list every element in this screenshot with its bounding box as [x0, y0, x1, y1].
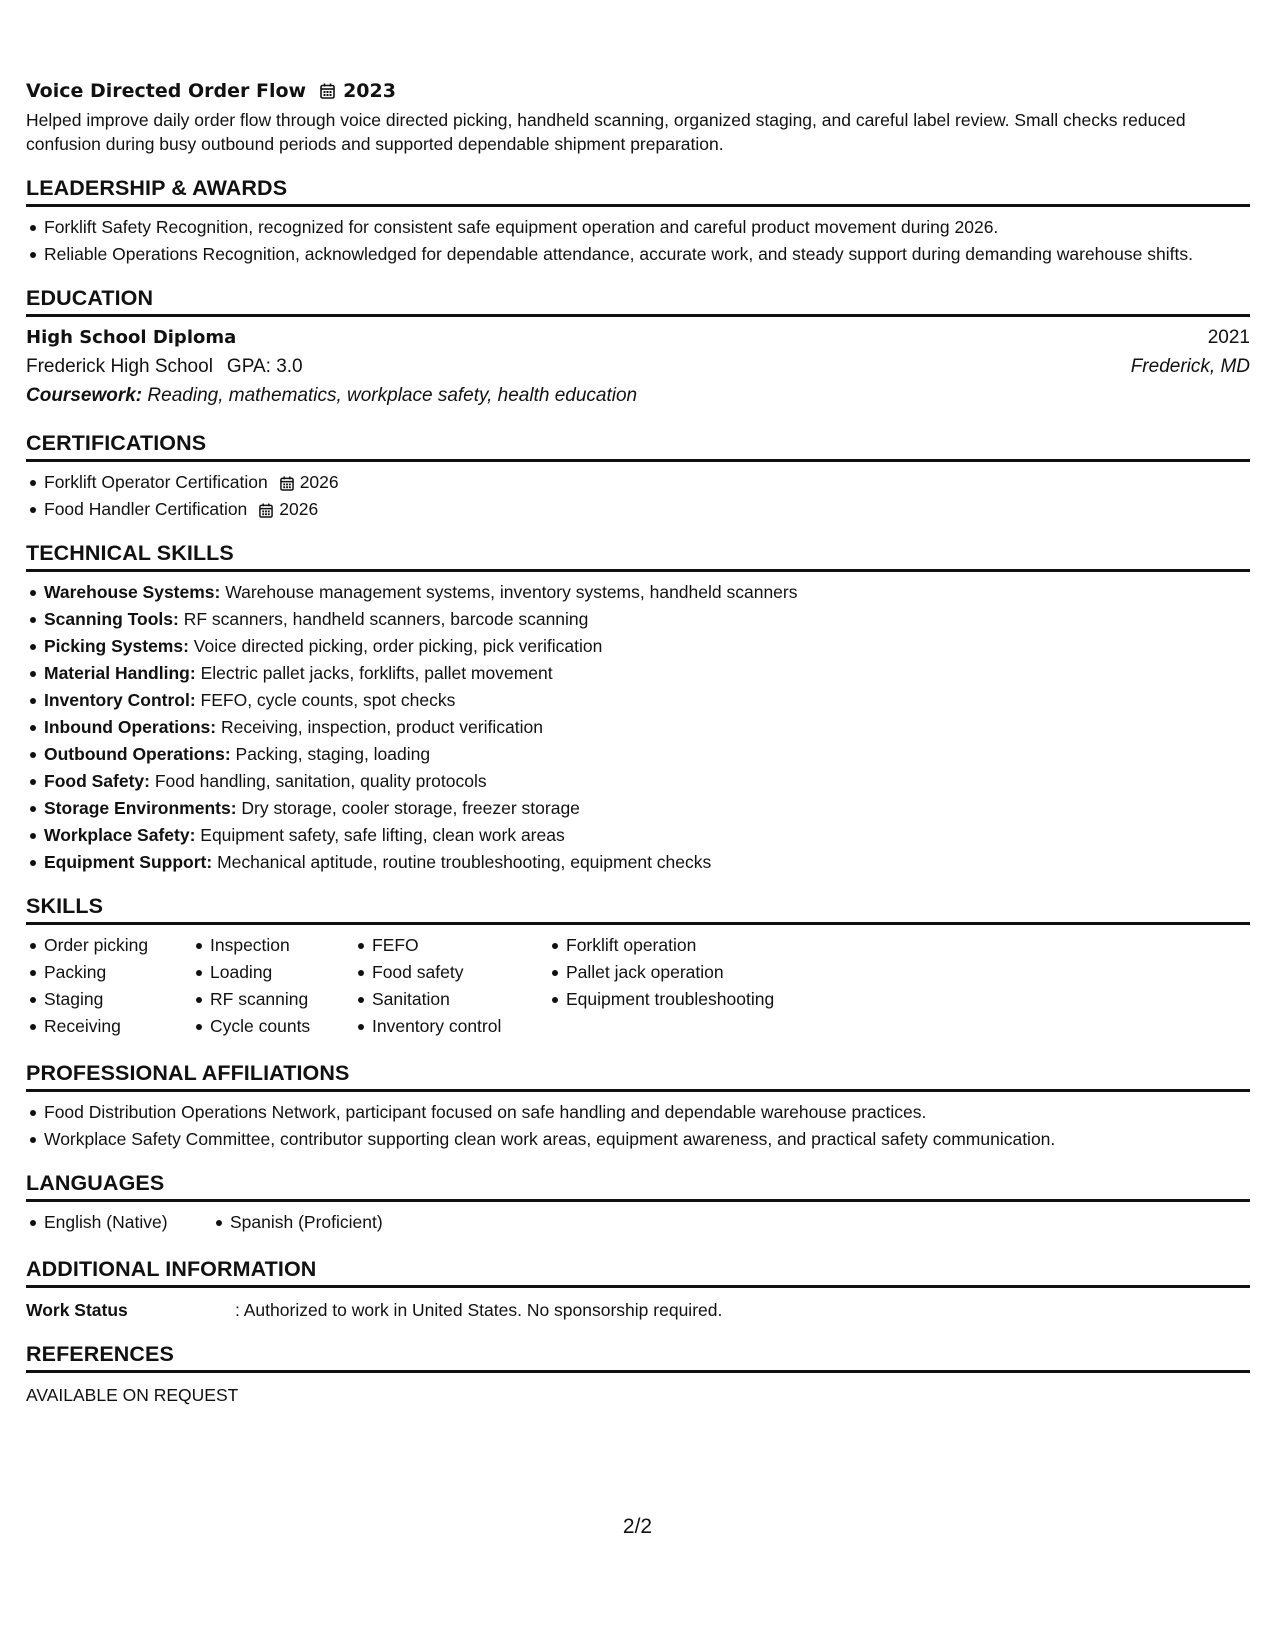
languages-section: [26, 1171, 1250, 1237]
skills-column: [192, 933, 354, 1041]
list-item: Forklift operation: [566, 933, 866, 957]
list-item: Equipment troubleshooting: [566, 987, 866, 1011]
list-item: Food safety: [372, 960, 548, 984]
project-entry: [26, 76, 1250, 156]
skill-category: Picking Systems:: [44, 636, 189, 656]
skill-detail: Packing, staging, loading: [235, 744, 431, 764]
list-item: Food Distribution Operations Network, participant focused on safe handling and dependable warehouse practices.: [44, 1100, 1250, 1124]
list-item: [44, 796, 1250, 820]
list-item: [44, 470, 1250, 494]
list-item: Inventory control: [372, 1014, 548, 1038]
references-section: [26, 1342, 1250, 1407]
coursework-list: Reading, mathematics, workplace safety, health education: [147, 385, 638, 406]
languages-list: [26, 1210, 212, 1237]
references-text: AVAILABLE ON REQUEST: [26, 1385, 239, 1405]
coursework: [26, 381, 1250, 411]
affiliations-section: [26, 1061, 1250, 1151]
list-item: [44, 742, 1250, 766]
education-degree-row: [26, 323, 1250, 352]
list-item: Receiving: [44, 1014, 192, 1038]
work-status-row: [26, 1298, 1250, 1322]
education-school-row: [26, 352, 1250, 381]
calendar-icon: [320, 83, 335, 99]
list-item: English (Native): [44, 1210, 212, 1234]
section-heading-references: REFERENCES: [26, 1342, 1250, 1373]
skill-category: Warehouse Systems:: [44, 582, 221, 602]
calendar-icon: [259, 503, 273, 518]
list-item: [44, 715, 1250, 739]
skill-detail: Food handling, sanitation, quality protocols: [154, 771, 487, 791]
list-item: Workplace Safety Committee, contributor supporting clean work areas, equipment awareness, and practical safety communication.: [44, 1127, 1250, 1151]
work-status-value: : Authorized to work in United States. No sponsorship required.: [235, 1300, 723, 1320]
list-item: Staging: [44, 987, 192, 1011]
technical-skills-list: [26, 580, 1250, 874]
skill-detail: Dry storage, cooler storage, freezer storage: [241, 798, 580, 818]
section-heading-leadership: LEADERSHIP & AWARDS: [26, 176, 1250, 207]
list-item: [44, 850, 1250, 874]
degree-name: High School Diploma: [26, 327, 237, 348]
section-heading-education: EDUCATION: [26, 286, 1250, 317]
page-number: 2/2: [622, 1515, 653, 1538]
skill-category: Workplace Safety:: [44, 825, 196, 845]
school-name: Frederick High School: [26, 356, 213, 377]
gpa: GPA: 3.0: [226, 356, 303, 377]
certification-name: Food Handler Certification: [44, 499, 248, 519]
list-item: RF scanning: [210, 987, 354, 1011]
education-section: [26, 286, 1250, 411]
skill-category: Storage Environments:: [44, 798, 237, 818]
list-item: Order picking: [44, 933, 192, 957]
list-item: Sanitation: [372, 987, 548, 1011]
list-item: Packing: [44, 960, 192, 984]
skill-category: Food Safety:: [44, 771, 150, 791]
skill-detail: Voice directed picking, order picking, pick verification: [193, 636, 603, 656]
list-item: Forklift Safety Recognition, recognized for consistent safe equipment operation and careful product movement during 2026.: [44, 215, 1250, 239]
project-header: [26, 76, 1250, 106]
list-item: Cycle counts: [210, 1014, 354, 1038]
list-item: [44, 497, 1250, 521]
skill-category: Inbound Operations:: [44, 717, 217, 737]
leadership-section: [26, 176, 1250, 266]
work-status-label: Work Status: [26, 1300, 128, 1320]
technical-skills-section: [26, 541, 1250, 874]
list-item: [44, 823, 1250, 847]
skill-category: Material Handling:: [44, 663, 196, 683]
list-item: FEFO: [372, 933, 548, 957]
list-item: [44, 607, 1250, 631]
skills-column: [548, 933, 866, 1041]
section-heading-languages: LANGUAGES: [26, 1171, 1250, 1202]
skill-category: Equipment Support:: [44, 852, 213, 872]
skill-detail: FEFO, cycle counts, spot checks: [200, 690, 456, 710]
affiliations-list: [26, 1100, 1250, 1151]
list-item: Reliable Operations Recognition, acknowledged for dependable attendance, accurate work, and steady support during demanding warehouse shifts.: [44, 242, 1250, 266]
graduation-year: 2021: [1207, 327, 1250, 348]
project-description: Helped improve daily order flow through voice directed picking, handheld scanning, organized staging, and careful label review. Small checks reduced confusion during busy outbound periods and supported dependable shipment preparation.: [26, 110, 1186, 154]
section-heading-affiliations: PROFESSIONAL AFFILIATIONS: [26, 1061, 1250, 1092]
coursework-label: Coursework:: [26, 385, 143, 406]
list-item: [44, 769, 1250, 793]
project-year: 2023: [343, 80, 396, 102]
list-item: Inspection: [210, 933, 354, 957]
skill-category: Scanning Tools:: [44, 609, 179, 629]
list-item: Loading: [210, 960, 354, 984]
skills-column: [354, 933, 548, 1041]
skill-detail: RF scanners, handheld scanners, barcode scanning: [183, 609, 589, 629]
calendar-icon: [280, 476, 294, 491]
list-item: [44, 661, 1250, 685]
list-item: Spanish (Proficient): [230, 1212, 383, 1232]
leadership-list: [26, 215, 1250, 266]
skill-category: Outbound Operations:: [44, 744, 231, 764]
certification-year: 2026: [299, 472, 339, 492]
project-title: Voice Directed Order Flow: [26, 80, 307, 102]
list-item: [44, 580, 1250, 604]
section-heading-skills: SKILLS: [26, 894, 1250, 925]
skill-category: Inventory Control:: [44, 690, 196, 710]
skill-detail: Mechanical aptitude, routine troubleshooting, equipment checks: [217, 852, 712, 872]
list-item: [44, 688, 1250, 712]
skill-detail: Electric pallet jacks, forklifts, pallet movement: [200, 663, 553, 683]
languages-row: [26, 1210, 1250, 1237]
certifications-section: [26, 431, 1250, 521]
section-heading-technical-skills: TECHNICAL SKILLS: [26, 541, 1250, 572]
skills-section: [26, 894, 1250, 1041]
list-item: [44, 634, 1250, 658]
school-location: Frederick, MD: [1130, 356, 1250, 377]
resume-page: [26, 76, 1250, 1407]
certification-name: Forklift Operator Certification: [44, 472, 268, 492]
skill-detail: Equipment safety, safe lifting, clean work areas: [200, 825, 565, 845]
languages-list: [212, 1210, 383, 1237]
section-heading-additional-info: ADDITIONAL INFORMATION: [26, 1257, 1250, 1288]
additional-info-section: [26, 1257, 1250, 1322]
certifications-list: [26, 470, 1250, 521]
certification-year: 2026: [279, 499, 319, 519]
skills-grid: [26, 933, 1250, 1041]
section-heading-certifications: CERTIFICATIONS: [26, 431, 1250, 462]
list-item: Pallet jack operation: [566, 960, 866, 984]
skill-detail: Warehouse management systems, inventory systems, handheld scanners: [225, 582, 798, 602]
skills-column: [26, 933, 192, 1041]
skill-detail: Receiving, inspection, product verification: [220, 717, 543, 737]
